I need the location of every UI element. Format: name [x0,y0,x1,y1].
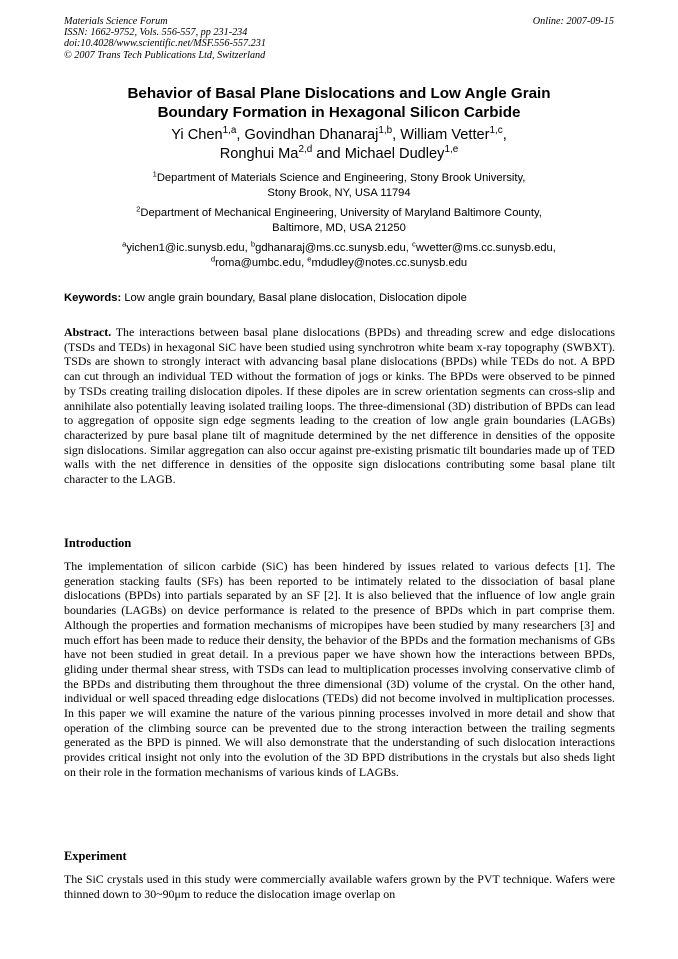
keywords [64,291,624,305]
email-e[interactable]: mdudley@notes.cc.sunysb.edu [311,256,468,269]
author-name: Ronghui Ma [219,146,299,162]
email-c[interactable]: wvetter@ms.cc.sunysb.edu [415,242,553,254]
email-sup: c [412,239,416,249]
affiliation-city: Stony Brook, NY, USA 11794 [267,186,411,199]
author-separator: , [236,127,245,143]
copyright-line: © 2007 Trans Tech Publications Ltd, Switzerland [64,49,266,61]
doi-line: doi:10.4028/www.scientific.net/MSF.556-557.231 [64,38,266,50]
author-sup: 1,a [222,125,237,137]
affiliation-city: Baltimore, MD, USA 21250 [272,221,406,234]
abstract-text: The interactions between basal plane dislocations (BPDs) and threading screw and edge dislocations (TSDs and TEDs) in hexagonal SiC have been studied using synchrotron white beam x-ray topography (SWBXT). TSDs are shown to strongly interact with advancing basal plane dislocations (BPDs) while TEDs do not. A BPD can cut through an individual TED without the formation of jogs or kinks. The BPDs were observed to be pinned by TSDs creating trailing dislocation dipoles. If these dipoles are in screw orientation segments can cross-slip and annihilate also potentially leaving isolated trailing loops. The three-dimensional (3D) distribution of BPDs can lead to aggregation of opposite sign edge segments leading to the creation of low angle grain boundaries (LAGBs) characterized by pure basal plane tilt of magnitude determined by the net difference in densities of the opposite sign dislocations. Similar aggregation can also occur against pre-existing prismatic tilt boundaries made up of TED walls with the net difference in densities of the opposite sign dislocations contributing some basal plane tilt character to the LAGB. [64,325,615,487]
affiliation-sup: 1 [152,169,157,179]
author-separator: , [502,127,507,143]
author-line-2 [64,145,614,164]
paper-title [64,84,614,122]
email-line-1: $^a$yichen1@ic.sunysb.edu, $^b$gdhanaraj@ms.cc.sunysb.edu, $^c$wvetter@ms.cc.sunysb.edu, [122,239,556,254]
introduction-text: The implementation of silicon carbide (SiC) has been hindered by issues related to various defects [1]. The generation stacking faults (SFs) has been reported to be intimately related to the dissociation of basal plane dislocations (BPDs) into partials separated by an SF [2]. It is also believed that the influence of low angle grain boundaries (LAGBs) on device performance is related to the presence of BPDs which in part comprise them. Although the properties and formation mechanisms of micropipes have been studied by many researchers [3] and much effort has been made to reduce their density, the behavior of the BPDs and the formation mechanisms of GBs have not been studied in great detail. In a previous paper we have shown how the interactions between BPDs, gliding under thermal shear stress, with TSDs can lead to multiplication processes involving conservative climb of the BPDs and distributing them throughout the three dimensional (3D) volume of the crystal. On the other hand, individual or well spaced threading edge dislocations (TEDs) did not become involved in multiplication processes. In this paper we will examine the nature of the various pinning processes involved in more detail and show that operation of the climbing source can be prevented due to the strong interaction between the trailing segments generated as the BPD is pinned. We will also demonstrate that the understanding of such dislocation interactions provides critical insight not only into the evolution of the 3D BPD distributions in the crystals but also sheds light on their role in the formation mechanisms of various kinds of LAGBs. [64,559,615,779]
introduction-heading: Introduction [64,536,132,550]
title-line-1: Behavior of Basal Plane Dislocations and Low Angle Grain [127,85,551,102]
author-name: William Vetter [400,127,490,143]
author-sup: 2,d [298,144,313,156]
online-date-text: Online: 2007-09-15 [532,16,614,27]
email-line-2: $^d$roma@umbc.edu, $^e$mdudley@notes.cc.sunysb.edu [210,253,468,269]
email-sup: e [307,253,312,263]
author-name: Michael Dudley [344,146,445,162]
email-b[interactable]: gdhanaraj@ms.cc.sunysb.edu [255,242,406,254]
author-separator: , [392,127,401,143]
email-sup: d [210,253,216,263]
experiment-heading: Experiment [64,849,127,863]
email-sup: a [122,239,127,249]
abstract-label: Abstract. [64,325,112,339]
author-sup: 1,b [378,125,393,137]
affiliation-line [64,171,614,186]
author-line-1 [64,126,614,145]
experiment-text: The SiC crystals used in this study were commercially available wafers grown by the PVT technique. Wafers were thinned down to 30~90μm to reduce the dislocation image overlap on [64,872,615,901]
journal-name: Materials Science Forum [64,16,168,27]
affiliation-line [64,206,614,221]
issn-line: ISSN: 1662-9752, Vols. 556-557, pp 231-234 [64,27,248,39]
author-sup: 1,e [444,144,459,156]
keywords-label: Keywords: [64,292,122,304]
keywords-text: Low angle grain boundary, Basal plane dislocation, Dislocation dipole [124,292,467,304]
affiliation-2 [64,206,614,235]
author-name: Yi Chen [171,127,223,143]
author-name: Govindhan Dhanaraj [244,127,379,143]
email-sup: b [250,239,256,249]
affiliation-text: Department of Materials Science and Engineering, Stony Brook University, [156,172,526,184]
affiliation-1 [64,171,614,200]
journal-header [64,16,266,61]
author-emails [64,241,614,270]
affiliation-text: Department of Mechanical Engineering, University of Maryland Baltimore County, [140,207,542,219]
email-d[interactable]: roma@umbc.edu [215,256,302,269]
author-separator: and [312,146,345,162]
author-sup: 1,c [489,125,503,137]
author-list [64,126,614,164]
abstract [64,325,615,487]
affiliation-sup: 2 [136,204,141,214]
online-date [533,16,614,27]
email-a[interactable]: yichen1@ic.sunysb.edu [126,242,245,254]
title-line-2: Boundary Formation in Hexagonal Silicon Carbide [157,104,521,121]
